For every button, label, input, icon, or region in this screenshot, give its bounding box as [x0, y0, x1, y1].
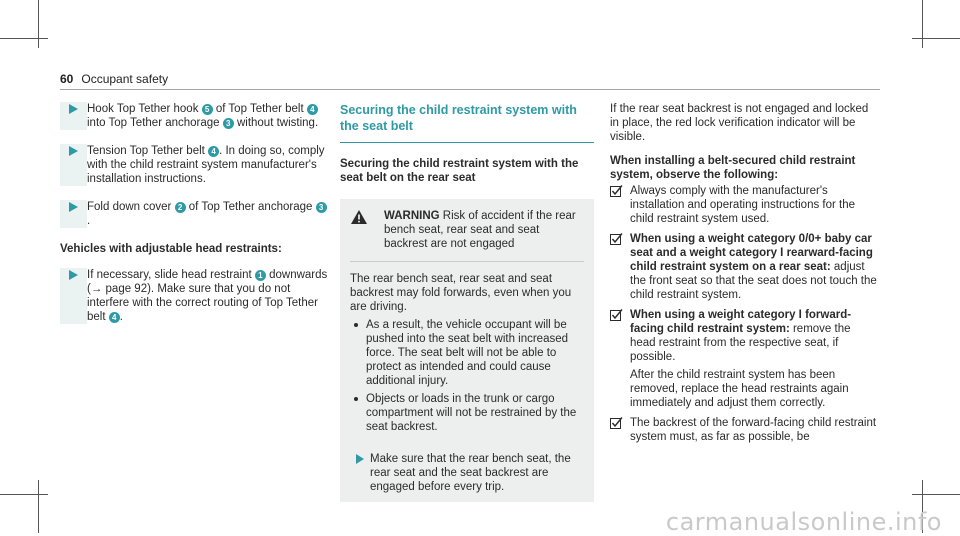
crop-mark: [0, 494, 48, 495]
checklist-heading: When installing a belt-secured child restraint system, observe the following:: [610, 155, 856, 181]
warning-bullet: As a result, the vehicle occupant will be pushed into the seat belt with increased force. The seat belt will not be able to protect as intended and could cause additional injury.: [350, 318, 584, 388]
watermark: carmanualsonline.info: [665, 508, 942, 536]
callout-4: 4: [307, 104, 318, 115]
checklist-item: Always comply with the manufacturer's installation and operating instructions for the child restraint system used.: [610, 184, 878, 226]
checklist-note: After the child restraint system has been removed, replace the head restraints again immediately and adjust them correctly.: [630, 369, 849, 409]
instruction-step: Tension Top Tether belt 4 . In doing so, comply with the child restraint system manufacturer's installation instructions.: [60, 144, 328, 186]
callout-4: 4: [109, 312, 120, 323]
checkbox-icon: [610, 185, 623, 202]
page-number: 60: [60, 72, 74, 86]
checklist-item: The backrest of the forward-facing child restraint system must, as far as possible, be: [610, 416, 878, 444]
warning-box: [340, 199, 594, 502]
column-right: [610, 102, 878, 450]
section-name: Occupant safety: [81, 72, 169, 86]
instruction-step: If necessary, slide head restraint 1 downwards (→ page 92). Make sure that you do not interfere with the correct routing of Top Tether belt 4 .: [60, 268, 328, 324]
step-arrow-icon: [60, 102, 87, 130]
crop-mark: [922, 0, 923, 48]
callout-3: 3: [223, 118, 234, 129]
warning-bullet: Objects or loads in the trunk or cargo compartment will not be restrained by the seat backrest.: [350, 392, 584, 434]
section-title: Securing the child restraint system with the seat belt: [340, 102, 594, 143]
page-header: [60, 72, 168, 86]
intro-paragraph: If the rear seat backrest is not engaged and locked in place, the red lock verification indicator will be visible.: [610, 103, 869, 143]
crop-mark: [38, 0, 39, 48]
checklist-item: When using a weight category I forward-facing child restraint system: remove the head restraint from the respective seat, if possible. After the child restraint system has been removed, replace the head restraints again immediately and adjust them correctly.: [610, 308, 878, 410]
callout-1: 1: [255, 270, 266, 281]
callout-3: 3: [316, 202, 327, 213]
warning-text: Risk of accident if the rear bench seat, rear seat and seat backrest are not engaged: [384, 210, 576, 250]
warning-body: [350, 262, 584, 494]
column-middle: [340, 102, 594, 502]
header-rule: [60, 89, 880, 90]
checklist-item: When using a weight category 0/0+ baby car seat and a weight category I rearward-facing child restraint system on a rear seat: adjust the front seat so that the seat does not touch the child restraint system.: [610, 232, 878, 302]
instruction-step: Fold down cover 2 of Top Tether anchorage 3.: [60, 200, 328, 228]
instruction-step: Hook Top Tether hook 5 of Top Tether belt 4 into Top Tether anchorage 3 without twisting.: [60, 102, 328, 130]
subheading: Vehicles with adjustable head restraints:: [60, 243, 282, 255]
warning-text-block: [384, 209, 584, 251]
section-subtitle: Securing the child restraint system with the seat belt on the rear seat: [340, 158, 579, 184]
step-arrow-icon: [60, 200, 87, 228]
warning-triangle-icon: [350, 209, 374, 251]
step-arrow-icon: [60, 144, 87, 186]
callout-2: 2: [175, 202, 186, 213]
column-left: [60, 102, 328, 338]
crop-mark: [912, 38, 960, 39]
warning-paragraph: The rear bench seat, rear seat and seat backrest may fold forwards, even when you are driving.: [350, 273, 572, 313]
warning-header: [350, 209, 584, 262]
warning-step: Make sure that the rear bench seat, the rear seat and the seat backrest are engaged before every trip.: [350, 452, 584, 494]
crop-mark: [912, 494, 960, 495]
checkbox-icon: [610, 233, 623, 250]
checkbox-icon: [610, 309, 623, 326]
callout-5: 5: [202, 104, 213, 115]
callout-4: 4: [208, 146, 219, 157]
crop-mark: [0, 38, 48, 39]
checkbox-icon: [610, 417, 623, 434]
warning-label: WARNING: [384, 210, 440, 222]
step-arrow-icon: [60, 268, 87, 324]
crop-mark: [38, 480, 39, 533]
